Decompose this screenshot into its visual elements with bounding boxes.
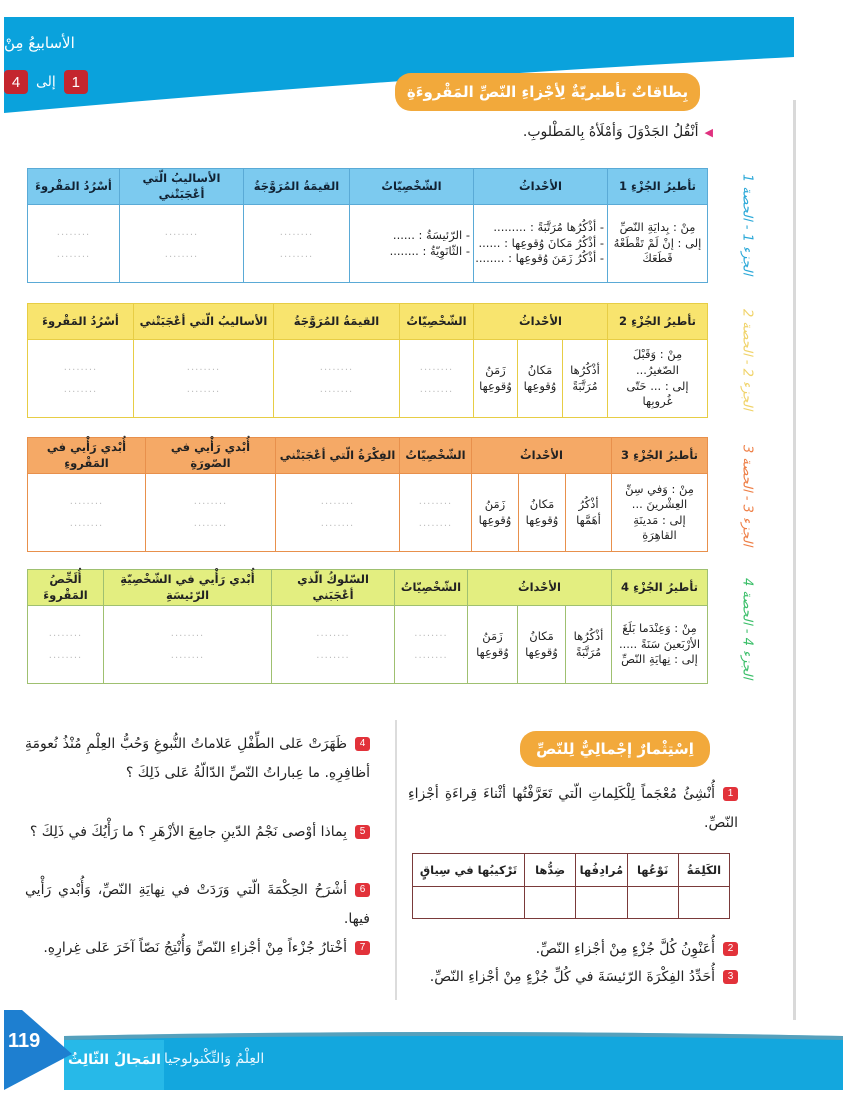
header-frame: تأطيرُ الجُزْءِ 1: [608, 169, 708, 205]
question-1: [408, 780, 738, 838]
question-2: [408, 935, 738, 964]
header-events: الأحْداثُ: [468, 570, 612, 606]
section-title: بِطاقاتٌ تأطيريّةٌ لِأجْزاءِ النّصِّ المَقْروءَةِ: [395, 73, 700, 111]
header-col4: القيمَةُ المُرَوَّجَةُ: [274, 304, 400, 340]
vocab-header-synonym: مُرادِفُها: [576, 854, 627, 887]
question-text: أُحَدِّدُ الفِكْرَةَ الرّئيسَةَ في كُلِّ جُزْءٍ مِنْ أجْزاءِ النّصِّ.: [429, 969, 715, 985]
page-edge-rule: [793, 100, 796, 1020]
question-number-badge: 1: [723, 787, 738, 801]
header-events: الأحْداثُ: [472, 438, 612, 474]
card-part-3: [27, 437, 708, 552]
header-col4: القيمَةُ المُرَوَّجَةُ: [244, 169, 350, 205]
question-4: [25, 730, 370, 788]
header-col5: الأساليبُ الّتي أعْجَبَتْني: [134, 304, 274, 340]
vocabulary-table: [412, 853, 730, 919]
question-text: أخْتارُ جُزْءاً مِنْ أجْزاءِ النّصِّ وَأُنْتِجُ نَصّاً آخَرَ عَلى غِرارِهِ.: [43, 940, 347, 956]
domain-label: المَجالُ الثّالِثُ: [68, 1052, 161, 1068]
answer-cell[interactable]: ........ ........: [274, 340, 400, 418]
event-time: - أذْكُرُ زَمَنَ وُقوعِها : ........: [475, 251, 604, 266]
triangle-left-icon: ◀: [704, 125, 713, 139]
frame-to: إلى : نِهايَةِ النّصِّ: [621, 652, 698, 667]
question-3: [402, 963, 738, 992]
week-from-badge: 1: [64, 70, 88, 94]
frame-to: إلى : مَدينَةِ القاهِرَةِ: [633, 512, 686, 543]
event-time-cell: زَمَنُ وُقوعِها: [474, 340, 518, 418]
question-number-badge: 4: [355, 737, 370, 751]
question-5: [25, 818, 370, 847]
vocab-header-word: الكَلِمَةُ: [678, 854, 729, 887]
event-order-cell: أذْكُرُها مُرَتَّبَةً: [563, 340, 608, 418]
footer-shape: [4, 1010, 843, 1090]
header-events: الأحْداثُ: [474, 304, 608, 340]
summary-title: اِسْتِثْمارٌ إجْمالِيٌّ لِلنّصِّ: [520, 731, 710, 767]
event-order-cell: أذْكُرُها مُرَتَّبَةً: [566, 606, 612, 684]
header-characters: الشّخْصِيّاتُ: [400, 438, 472, 474]
character-secondary: - الثّانَوِيّةُ : ........: [389, 243, 470, 258]
weeks-label: الأسابيعُ مِنْ: [4, 34, 75, 52]
week-to-badge: 4: [4, 70, 28, 94]
header-col4: الفِكْرَةُ الّتي أعْجَبَتْني: [276, 438, 400, 474]
header-col5: أُبْدي رَأْيي في الشّخْصِيّةِ الرّئيسَةِ: [104, 570, 272, 606]
theme-label: العِلْمُ وَالتِّكْنولوجيا: [164, 1051, 265, 1067]
event-time-cell: زَمَنُ وُقوعِها: [472, 474, 519, 552]
side-note-part-1: الجزء 1 - الحصة 1: [739, 174, 755, 276]
card-part-1: [27, 168, 708, 283]
card-part-4: [27, 569, 708, 684]
question-7: [25, 934, 370, 963]
characters-cell: [350, 205, 474, 283]
vocab-header-type: نَوْعُها: [627, 854, 678, 887]
frame-from: مِنْ : بِدايَةِ النّصِّ: [619, 220, 696, 235]
answer-cell[interactable]: ........ ........: [134, 340, 274, 418]
side-note-part-3: الجزء 3 - الحصة 3: [739, 444, 755, 547]
vocab-cell[interactable]: [576, 887, 627, 919]
side-note-part-2: الجزء 2 - الحصة 2: [739, 309, 755, 411]
question-text: بِماذا أوْصى نَجْمُ الدّينِ جامِعَ الأزْهَرِ ؟ ما رَأْيُكَ في ذَلِكَ ؟: [29, 824, 347, 840]
event-place-cell: مَكانُ وُقوعِها: [519, 474, 566, 552]
vocab-cell[interactable]: [413, 887, 525, 919]
side-note-part-4: الجزء 4 - الحصة 4: [739, 577, 755, 680]
instruction-text: أنْقُلُ الجَدْوَلَ وَأمْلَأهُ بِالمَطْلوبِ.: [522, 124, 699, 140]
event-place-cell: مَكانُ وُقوعِها: [518, 340, 563, 418]
frame-from: مِنْ : وَفي سِنِّ العِشْرينَ ...: [625, 481, 694, 512]
vocab-header-usage: تَرْكيبُها في سِياقٍ: [413, 854, 525, 887]
question-text: أشْرَحُ الحِكْمَةَ الّتي وَرَدَتْ في نِهايَةِ النّصِّ، وَأُبْدي رَأْيي فيها.: [25, 882, 370, 927]
frame-to: إلى : إنْ لَمْ تَقْطَعْهُ قَطَعَكَ: [613, 235, 702, 266]
answer-cell[interactable]: ........ ........: [276, 474, 400, 552]
week-to-word: إلى: [36, 74, 56, 90]
header-col5: الأساليبُ الّتي أعْجَبَتْني: [120, 169, 244, 205]
vocab-cell[interactable]: [627, 887, 678, 919]
frame-from: مِنْ : وَعِنْدَما بَلَغَ الأرْبَعينَ سَنَةً .....: [618, 621, 701, 651]
header-characters: الشّخْصِيّاتُ: [395, 570, 468, 606]
frame-cell: [612, 474, 708, 552]
header-frame: تأطيرُ الجُزْءِ 2: [608, 304, 708, 340]
answer-cell[interactable]: ........ ........: [272, 606, 395, 684]
instruction: [523, 124, 713, 140]
event-order-cell: أذْكُرُ أهَمَّها: [566, 474, 612, 552]
answer-cell[interactable]: ........ ........: [146, 474, 276, 552]
header-col6: أُبْدي رَأْيي في المَقْروءِ: [28, 438, 146, 474]
answer-cell[interactable]: ........ ........: [400, 474, 472, 552]
event-order: - أذْكُرُها مُرَتَّبَةً : .........: [493, 220, 604, 235]
header-frame: تأطيرُ الجُزْءِ 4: [612, 570, 708, 606]
header-events: الأحْداثُ: [474, 169, 608, 205]
vocab-header-antonym: ضِدُّها: [525, 854, 576, 887]
answer-cell[interactable]: ........ ........: [244, 205, 350, 283]
header-characters: الشّخْصِيّاتُ: [400, 304, 474, 340]
frame-cell: [608, 340, 708, 418]
column-divider: [395, 720, 397, 1000]
question-number-badge: 3: [723, 970, 738, 984]
answer-cell[interactable]: ........ ........: [28, 205, 120, 283]
vocab-cell[interactable]: [525, 887, 576, 919]
answer-cell[interactable]: ........ ........: [28, 606, 104, 684]
answer-cell[interactable]: ........ ........: [28, 474, 146, 552]
frame-from: مِنْ : وَقَبْلَ الصّغيرُ...: [632, 347, 683, 377]
card-part-2: [27, 303, 708, 418]
frame-cell: [608, 205, 708, 283]
header-col5: أُبْدي رَأْيي في الصّورَةِ: [146, 438, 276, 474]
question-text: ظَهَرَتْ عَلى الطِّفْلِ عَلاماتُ النُّبوغِ وَحُبُّ العِلْمِ مُنْذُ نُعومَةِ أظافِرِهِ. ما عِباراتُ النّصِّ الدّالّةُ عَلى ذَلِكَ ؟: [25, 736, 370, 781]
header-characters: الشّخْصِيّاتُ: [350, 169, 474, 205]
answer-cell[interactable]: ........ ........: [104, 606, 272, 684]
header-col6: أسْرُدُ المَقْروءَ: [28, 304, 134, 340]
footer-banner: [4, 1010, 843, 1090]
frame-cell: [612, 606, 708, 684]
answer-cell[interactable]: ........ ........: [395, 606, 468, 684]
event-place-cell: مَكانُ وُقوعِها: [518, 606, 566, 684]
vocab-cell[interactable]: [678, 887, 729, 919]
weeks-range: [4, 70, 88, 94]
frame-to: إلى : ... حَتّى غُروبِها: [626, 378, 689, 409]
header-col6: أسْرُدُ المَقْروءَ: [28, 169, 120, 205]
question-number-badge: 2: [723, 942, 738, 956]
events-cell: [474, 205, 608, 283]
answer-cell[interactable]: ........ ........: [120, 205, 244, 283]
answer-cell[interactable]: ........ ........: [400, 340, 474, 418]
event-place: - أذْكُرُ مَكانَ وُقوعِها : ......: [478, 235, 604, 250]
header-col6: أُلَخِّصُ المَقْروءَ: [28, 570, 104, 606]
header-col4: السّلوكُ الّذي أعْجَبَني: [272, 570, 395, 606]
question-text: أُنْشِئُ مُعْجَماً لِلْكَلِماتِ الّتي تَعَرَّفْتُها أثْناءَ قِراءَةِ أجْزاءِ النّصِّ.: [408, 786, 738, 831]
question-6: [25, 876, 370, 934]
character-main: - الرّئيسَةُ : ......: [392, 228, 470, 243]
page-number: 119: [8, 1030, 41, 1052]
question-number-badge: 7: [355, 941, 370, 955]
answer-cell[interactable]: ........ ........: [28, 340, 134, 418]
header-frame: تأطيرُ الجُزْءِ 3: [612, 438, 708, 474]
question-text: أُعَنْوِنُ كُلَّ جُزْءٍ مِنْ أجْزاءِ النّصِّ.: [535, 941, 715, 957]
event-time-cell: زَمَنُ وُقوعِها: [468, 606, 518, 684]
question-number-badge: 5: [355, 825, 370, 839]
question-number-badge: 6: [355, 883, 370, 897]
